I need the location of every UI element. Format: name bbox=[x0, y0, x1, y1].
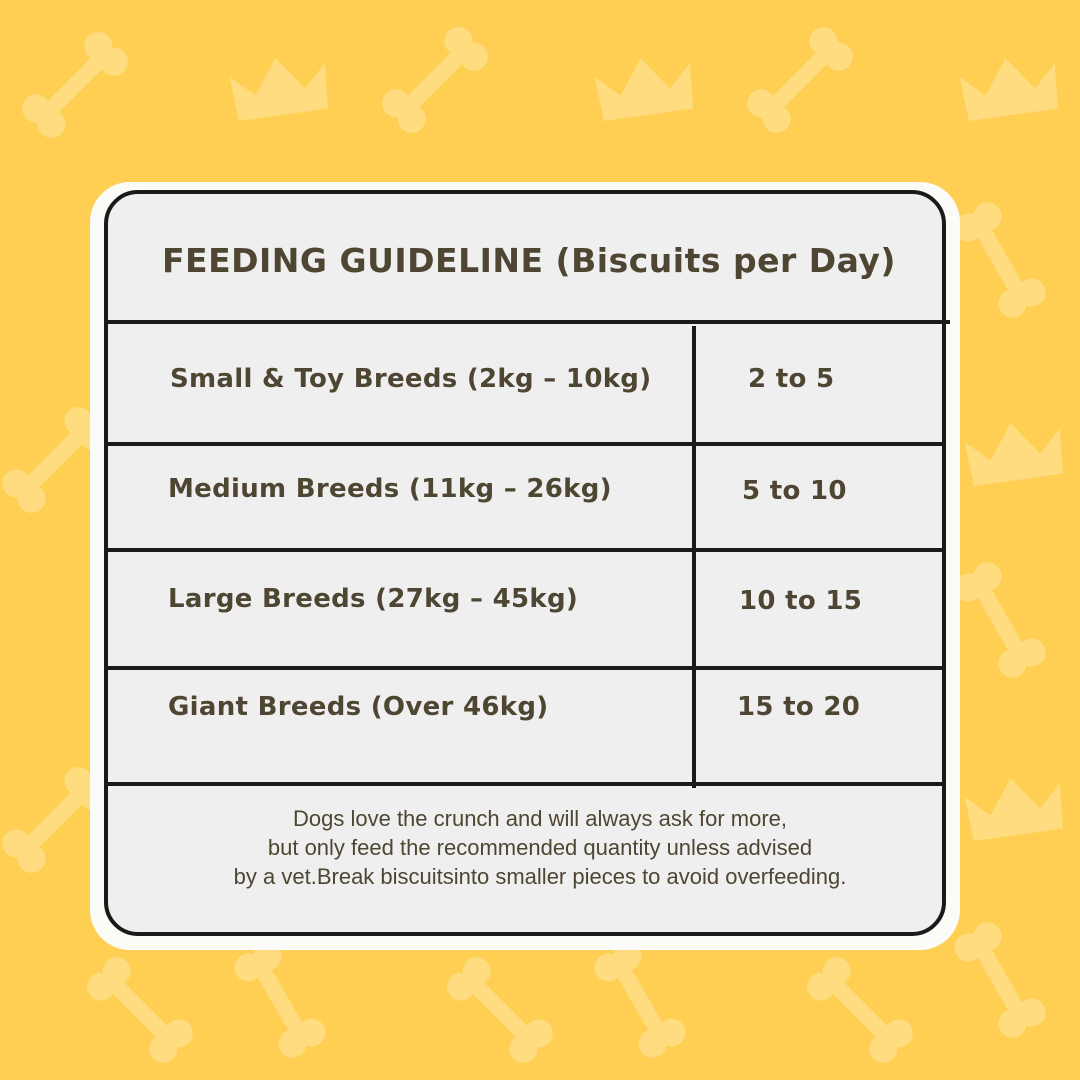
quantity-value: 5 to 10 bbox=[742, 476, 847, 506]
column-divider bbox=[692, 326, 696, 788]
table-divider bbox=[108, 320, 950, 324]
quantity-value: 10 to 15 bbox=[739, 586, 863, 616]
bone-icon bbox=[229, 937, 330, 1062]
breed-label: Large Breeds (27kg – 45kg) bbox=[168, 584, 579, 614]
card-title: FEEDING GUIDELINE (Biscuits per Day) bbox=[161, 240, 896, 280]
breed-label: Small & Toy Breeds (2kg – 10kg) bbox=[170, 364, 652, 394]
bone-icon bbox=[589, 937, 690, 1062]
table-divider bbox=[108, 442, 946, 446]
quantity-value: 2 to 5 bbox=[748, 364, 835, 394]
note-line: Dogs love the crunch and will always ask for more, bbox=[293, 806, 787, 831]
quantity-value: 15 to 20 bbox=[737, 692, 861, 722]
breed-label: Medium Breeds (11kg – 26kg) bbox=[168, 474, 612, 504]
note-line: by a vet.Break biscuitsinto smaller pieces to avoid overfeeding. bbox=[233, 864, 847, 889]
bone-icon bbox=[801, 951, 918, 1068]
bone-icon bbox=[741, 21, 858, 138]
crown-icon bbox=[963, 417, 1066, 487]
note-line: but only feed the recommended quantity unless advised bbox=[267, 835, 813, 860]
bone-icon bbox=[16, 26, 133, 143]
table-divider bbox=[108, 666, 946, 670]
bone-icon bbox=[949, 557, 1050, 682]
breed-label: Giant Breeds (Over 46kg) bbox=[168, 692, 549, 722]
table-divider bbox=[108, 548, 944, 552]
table-divider bbox=[108, 782, 946, 786]
crown-icon bbox=[593, 52, 696, 122]
bone-icon bbox=[949, 197, 1050, 322]
feeding-note bbox=[0, 804, 1080, 891]
crown-icon bbox=[228, 52, 331, 122]
bone-icon bbox=[441, 951, 558, 1068]
crown-icon bbox=[958, 52, 1061, 122]
bone-icon bbox=[81, 951, 198, 1068]
bone-icon bbox=[949, 917, 1050, 1042]
bone-icon bbox=[376, 21, 493, 138]
